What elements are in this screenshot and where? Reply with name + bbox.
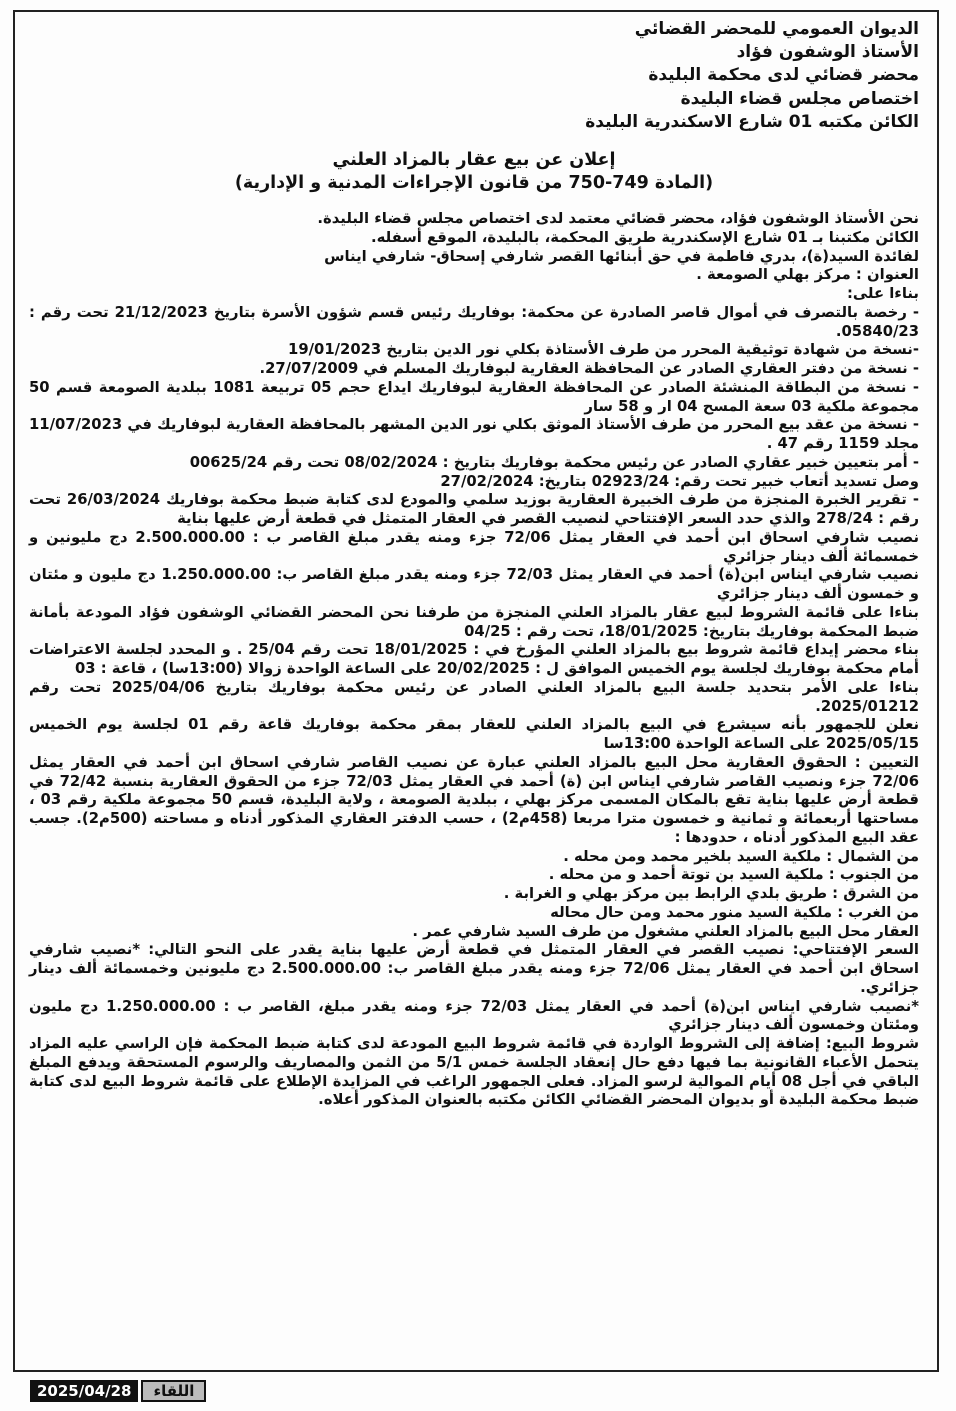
body-paragraph: من الغرب : ملكية السيد منور محمد ومن حال محاله: [550, 903, 919, 921]
body-paragraph: - رخصة بالتصرف في أموال قاصر الصادرة عن محكمة: بوفاريك رئيس قسم شؤون الأسرة بتاريخ 21/12/2023 تحت رقم : 05840/23.: [29, 303, 919, 340]
announcement-body: [29, 210, 919, 1110]
body-paragraph: - أمر بتعيين خبير عقاري الصادر عن رئيس محكمة بوفاريك بتاريخ : 08/02/2024 تحت رقم 00625/24: [189, 453, 919, 471]
body-paragraph: نحن الأستاذ الوشفون فؤاد، محضر قضائي معتمد لدى اختصاص مجلس قضاء البليدة.: [317, 210, 919, 228]
bailiff-header: [29, 18, 919, 134]
newspaper-footer: [30, 1380, 206, 1402]
header-line: اختصاص مجلس قضاء البليدة: [680, 88, 919, 109]
header-line: الكائن مكتبه 01 شارع الاسكندرية البليدة: [585, 111, 919, 132]
body-paragraph: نعلن للجمهور بأنه سيشرع في البيع بالمزاد العلني للعقار بمقر محكمة بوفاريك قاعة رقم 01 لجلسة يوم الخميس 2025/05/15 على الساعة الواحدة 13:00سا: [29, 716, 920, 753]
body-paragraph: -نسخة من شهادة توثيقية المحرر من طرف الأستاذة بكلي نور الدين بتاريخ 19/01/2023: [288, 341, 919, 359]
body-paragraph: بناء محضر إيداع قائمة شروط بيع بالمزاد العلني المؤرخ في : 18/01/2025 تحت رقم 25/04 . و المحدد لجلسة الاعتراضات أمام محكمة بوفاريك لجلسة يوم الخميس الموافق ل : 20/02/2025 على الساعة الواحدة زوالا (13:00سا) ، قاعة : 03: [29, 641, 919, 678]
header-line: الأستاذ الوشفون فؤاد: [736, 42, 919, 63]
body-paragraph: *نصيب شارفي ايناس ابن(ة) أحمد في العقار يمثل 72/03 جزء ومنه يقدر مبلغ، القاصر ب : 1.250.000.00 دج مليون ومئتان وخمسون ألف دينار جزائري: [29, 997, 919, 1034]
body-paragraph: نصيب شارفي ايناس ابن(ة) أحمد في العقار يمثل 72/03 جزء ومنه يقدر مبلغ القاصر ب: 1.250.000.00 دج مليون و مئتان و خمسون ألف دينار جزائري: [29, 566, 919, 603]
body-paragraph: بناءا على:: [847, 285, 919, 303]
body-paragraph: شروط البيع: إضافة إلى الشروط الواردة في قائمة شروط البيع المودعة لدى كتابة ضبط المحكمة فإن الراسي عليه المزاد يتحمل الأعباء القانونية بما فيها دفع حال إنعقاد الجلسة خمس 5/1 من الثمن والمصاريف والرسوم المستحقة ويدفع المبلغ الباقي في أجل 08 أيام الموالية لرسو المزاد. فعلى الجمهور الراغب في المزايدة الإطلاع على قائمة شروط البيع لدى كتابة ضبط محكمة البليدة أو بديوان المحضر القضائي الكائن مكتبه بالعنوان المذكور أعلاه.: [29, 1035, 919, 1109]
publication-date: 2025/04/28: [30, 1380, 138, 1402]
title-legal-reference: (المادة 749-750 من قانون الإجراءات المدنية و الإدارية): [234, 173, 714, 194]
announcement-title: [29, 149, 919, 195]
body-paragraph: العقار محل البيع بالمزاد العلني مشغول من طرف السيد شارفي عمر .: [412, 922, 919, 940]
body-paragraph: من الشرق : طريق بلدي الرابط بين مركز بهلي و الغرابة .: [503, 885, 919, 903]
body-paragraph: - تقرير الخبرة المنجزة من طرف الخبيرة العقارية بوزيد سلمي والمودع لدى كتابة ضبط محكمة بوفاريك 26/03/2024 تحت رقم : 278/24 والذي حدد السعر الإفتتاحي لنصيب القصر في العقار المتمثل في قطعة أرض عليها بناية: [29, 491, 919, 528]
body-paragraph: الكائن مكتبنا بـ 01 شارع الإسكندرية طريق المحكمة، بالبليدة، الموقع أسفله.: [370, 228, 919, 246]
body-paragraph: - نسخة من دفتر العقاري الصادر عن المحافظة العقارية لبوفاريك المسلم في 27/07/2009.: [259, 360, 919, 378]
body-paragraph: وصل تسديد أتعاب خبير تحت رقم: 02923/24 بتاريخ: 27/02/2024: [440, 472, 919, 490]
body-paragraph: من الشمال : ملكية السيد بلخير محمد ومن محله .: [563, 847, 919, 865]
body-paragraph: التعيين : الحقوق العقارية محل البيع بالمزاد العلني عبارة عن نصيب القاصر شارفي اسحاق ابن أحمد في العقار يمثل 72/06 جزء ونصيب القاصر شارفي ايناس ابن (ة) أحمد في العقار يمثل 72/03 جزء من الحقوق العقارية بنسبة 72/42 في قطعة أرض عليها بناية تقع بالمكان المسمى مركز بهلي ، ببلدية الصومعة ، ولاية البليدة، قسم 50 مجموعة ملكية رقم 03 ، مساحتها أربعمائة و ثمانية و خمسون مترا مربعا (458م2) ، حسب الدفتر العقاري المذكور أدناه و مساحته (500م2). جسب عقد البيع المذكور أدناه ، حدودها :: [29, 753, 920, 846]
body-paragraph: السعر الإفتتاحي: نصيب القصر في العقار المتمثل في قطعة أرض عليها بناية يقدر على النحو التالي: *نصيب شارفي اسحاق ابن أحمد في العقار يمثل 72/06 جزء ومنه يقدر مبلغ القاصر ب: 2.500.000.00 دج مليونين وخمسمائة ألف دينار جزائري.: [29, 941, 919, 996]
newspaper-name: اللقاء: [141, 1380, 206, 1402]
body-paragraph: العنوان : مركز بهلي الصومعة .: [696, 266, 919, 284]
body-paragraph: بناءا على الأمر بتحديد جلسة البيع بالمزاد العلني الصادر عن رئيس محكمة بوفاريك بتاريخ 2025/04/06 تحت رقم 2025/01212.: [29, 678, 919, 715]
announcement-frame: [13, 10, 939, 1372]
body-paragraph: لفائدة السيد(ة)، بدري فاطمة في حق أبنائها القصر شارفي إسحاق- شارفي ايناس: [324, 247, 919, 265]
header-line: محضر قضائي لدى محكمة البليدة: [648, 65, 919, 86]
body-paragraph: بناءا على قائمة الشروط لبيع عقار بالمزاد العلني المنجزة من طرفنا نحن المحضر القضائي الوشفون فؤاد المودعة بأمانة ضبط المحكمة بوفاريك بتاريخ: 18/01/2025، تحت رقم : 04/25: [29, 603, 919, 640]
header-line: الديوان العمومي للمحضر القضائي: [634, 19, 919, 39]
body-paragraph: من الجنوب : ملكية السيد بن توتة أحمد و من محله .: [548, 866, 919, 884]
body-paragraph: نصيب شارفي اسحاق ابن أحمد في العقار يمثل 72/06 جزء ومنه يقدر مبلغ القاصر ب : 2.500.000.00 دج مليونين و خمسمائة ألف دينار جزائري: [29, 528, 920, 565]
body-paragraph: - نسخة من عقد بيع المحرر من طرف الأستاذ الموثق بكلي نور الدين المشهر بالمحافظة العقارية لبوفاريك في 11/07/2023 مجلد 1159 رقم 47 .: [29, 416, 919, 453]
body-paragraph: - نسخة من البطاقة المنشئة الصادر عن المحافظة العقارية لبوفاريك ايداع حجم 05 تربيعة 1081 ببلدية الصومعة قسم 50 مجموعة ملكية 03 سعة المسح 04 ار و 58 سار: [29, 378, 919, 415]
title-main: إعلان عن بيع عقار بالمزاد العلني: [332, 150, 616, 171]
